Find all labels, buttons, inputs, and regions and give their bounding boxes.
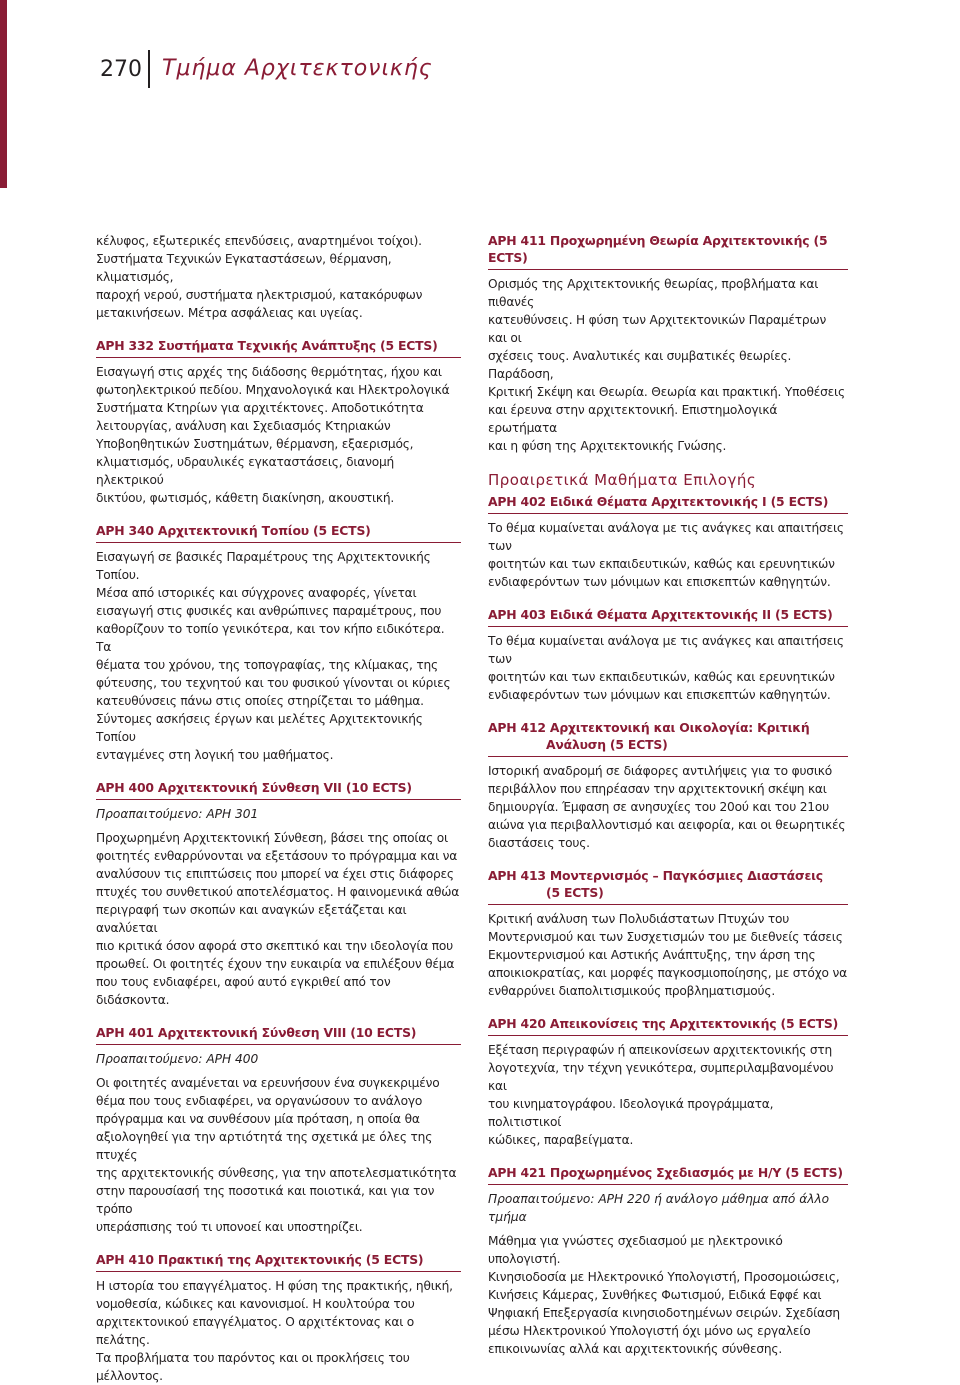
description-line: κώδικες, παραβείγματα.: [488, 1133, 634, 1147]
description-line: πρόγραμμα και να συνθέσουν μία πρόταση, η οποία θα: [96, 1112, 420, 1126]
description-line: αιώνα για περιβαλλοντισμό και αειφορία, και οι θεωρητικές: [488, 818, 846, 832]
description-line: στην παρουσίασή της ποσοτικά και ποιοτικά, και για τον τρόπο: [96, 1184, 435, 1216]
description-line: κλιματισμός, υδραυλικές εγκαταστάσεις, διανομή ηλεκτρικού: [96, 455, 395, 487]
course-title: [96, 1251, 461, 1272]
description-line: εισαγωγή στις φυσικές και ανθρώπινες παραμέτρους, που: [96, 604, 442, 618]
course-block: [488, 493, 848, 591]
description-line: και έρευνα στην αρχιτεκτονική. Επιστημολογικά ερωτήματα: [488, 403, 778, 435]
course-prerequisite: Προαπαιτούμενο: ΑΡΗ 220 ή ανάλογο μάθημα από άλλο τμήμα: [488, 1192, 830, 1224]
course-title-continued: (5 ECTS): [546, 885, 604, 900]
course-description: [96, 829, 461, 1009]
description-line: λογοτεχνία, την τέχνη γενικότερα, συμπεριλαμβανομένου και: [488, 1061, 834, 1093]
description-line: Υποβοηθητικών Συστημάτων, θέρμανση, εξαερισμός,: [96, 437, 414, 451]
description-line: πιο κριτικά όσον αφορά στο σκεπτικό και την ιδεολογία που: [96, 939, 454, 953]
course-block: [488, 1164, 848, 1358]
course-title-text: ΑΡΗ 421 Προχωρημένος Σχεδιασμός με Η/Υ (5 ECTS): [488, 1165, 843, 1180]
course-block: [488, 232, 848, 455]
description-line: αξιολογηθεί για την αρτιότητά της σχετικά με όλες της πτυχές: [96, 1130, 433, 1162]
course-title: [96, 522, 461, 543]
course-title: [488, 867, 848, 905]
header-divider: [148, 50, 150, 88]
course-title-text: ΑΡΗ 420 Απεικονίσεις της Αρχιτεκτονικής (5 ECTS): [488, 1016, 839, 1031]
course-description: [488, 632, 848, 704]
course-prerequisite: Προαπαιτούμενο: ΑΡΗ 400: [96, 1052, 259, 1066]
intro-line: παροχή νερού, συστήματα ηλεκτρισμού, κατακόρυφων: [96, 288, 423, 302]
course-description: [488, 1041, 848, 1149]
course-block: [488, 719, 848, 852]
course-description: [488, 762, 848, 852]
description-line: ενδιαφερόντων των μόνιμων και επισκεπτών καθηγητών.: [488, 688, 831, 702]
description-line: κατευθύνσεις. Η φύση των Αρχιτεκτονικών Παραμέτρων και οι: [488, 313, 827, 345]
course-description: [96, 1277, 461, 1385]
description-line: Το θέμα κυμαίνεται ανάλογα με τις ανάγκες και απαιτήσεις των: [488, 634, 844, 666]
course-block: [96, 1024, 461, 1236]
course-title-text: ΑΡΗ 413 Μοντερνισμός – Παγκόσμιες Διαστάσεις: [488, 868, 823, 883]
description-line: νομοθεσία, κώδικες και κανονισμοί. Η κουλτούρα του: [96, 1297, 415, 1311]
description-line: υπεράσπισης τού τι υπονοεί και υποστηρίζει.: [96, 1220, 363, 1234]
description-line: Εισαγωγή στις αρχές της διάδοσης θερμότητας, ήχου και: [96, 365, 442, 379]
course-title-text: ΑΡΗ 403 Ειδικά Θέματα Αρχιτεκτονικής II (5 ECTS): [488, 607, 833, 622]
description-line: θέμα που τους ενδιαφέρει, να οργανώσουν το ανάλογο: [96, 1094, 423, 1108]
course-block: [96, 337, 461, 507]
description-line: αρχιτεκτονικού επαγγέλματος. Ο αρχιτέκτονας και ο πελάτης.: [96, 1315, 415, 1347]
course-title: [488, 719, 848, 757]
course-block: [96, 1251, 461, 1385]
description-line: Μοντερνισμού και των Συσχετισμών του με διεθνείς τάσεις: [488, 930, 843, 944]
description-line: καθορίζουν το τοπίο γενικότερα, και τον κήπο ειδικότερα. Τα: [96, 622, 445, 654]
course-block: [488, 606, 848, 704]
course-description: [488, 910, 848, 1000]
description-line: περιγραφή των σκοπών και αναγκών εξετάζεται και αναλύεται: [96, 903, 407, 935]
description-line: λειτουργίας, ανάλυση και Σχεδιασμός Κτηριακών: [96, 419, 391, 433]
course-description: [96, 548, 461, 764]
course-title-text: ΑΡΗ 332 Συστήματα Τεχνικής Ανάπτυξης (5 ECTS): [96, 338, 438, 353]
description-line: περιβάλλον που επηρέασαν την αρχιτεκτονική σκέψη και: [488, 782, 827, 796]
elective-courses-heading: Προαιρετικά Μαθήματα Επιλογής: [488, 471, 757, 489]
section-title: Τμήμα Αρχιτεκτονικής: [162, 56, 433, 81]
description-line: ενδιαφερόντων των μόνιμων και επισκεπτών καθηγητών.: [488, 575, 831, 589]
description-line: μέλλοντος.: [96, 1369, 163, 1383]
right-column: [488, 232, 848, 1358]
course-title-continued: Ανάλυση (5 ECTS): [546, 737, 668, 752]
description-line: που τους ενδιαφέρει, αφού αυτό εγκριθεί από τον διδάσκοντα.: [96, 975, 391, 1007]
description-line: και η φύση της Αρχιτεκτονικής Γνώσης.: [488, 439, 727, 453]
description-line: πτυχές του συνθετικού αποτελέσματος. Η φαινομενικά αθώα: [96, 885, 460, 899]
description-line: Οι φοιτητές αναμένεται να ερευνήσουν ένα συγκεκριμένο: [96, 1076, 440, 1090]
description-line: θέματα του χρόνου, της τοπογραφίας, της κλίμακας, της: [96, 658, 438, 672]
description-line: Το θέμα κυμαίνεται ανάλογα με τις ανάγκες και απαιτήσεις των: [488, 521, 844, 553]
description-line: φοιτητών και των εκπαιδευτικών, καθώς και ερευνητικών: [488, 670, 835, 684]
description-line: ενθαρρύνει διαπολιτισμικούς προβληματισμούς.: [488, 984, 776, 998]
course-block: [96, 779, 461, 1009]
description-line: Κριτική Σκέψη και Θεωρία. Θεωρία και πρακτική. Υποθέσεις: [488, 385, 845, 399]
description-line: επικοινωνίας αλλά και αρχιτεκτονικής σύνθεσης.: [488, 1342, 783, 1356]
description-line: σχέσεις τους. Αναλυτικές και συμβατικές θεωρίες. Παράδοση,: [488, 349, 792, 381]
description-line: Ιστορική αναδρομή σε διάφορες αντιλήψεις για το φυσικό: [488, 764, 832, 778]
course-description: [488, 519, 848, 591]
course-description: [96, 1074, 461, 1236]
page-number: 270: [100, 57, 142, 82]
course-title: [96, 337, 461, 358]
intro-line: Συστήματα Τεχνικών Εγκαταστάσεων, θέρμανση, κλιματισμός,: [96, 252, 392, 284]
course-title-text: ΑΡΗ 412 Αρχιτεκτονική και Οικολογία: Κριτική: [488, 720, 810, 735]
description-line: Ορισμός της Αρχιτεκτονικής θεωρίας, προβλήματα και πιθανές: [488, 277, 819, 309]
description-line: Εξέταση περιγραφών ή απεικονίσεων αρχιτεκτονικής στη: [488, 1043, 833, 1057]
course-title: [488, 493, 848, 514]
description-line: διαστάσεις τους.: [488, 836, 590, 850]
description-line: ενταγμένες στη λογική του μαθήματος.: [96, 748, 334, 762]
description-line: Σύντομες ασκήσεις έργων και μελέτες Αρχιτεκτονικής Τοπίου: [96, 712, 423, 744]
description-line: φοιτητές ενθαρρύνονται να εξετάσουν το πρόγραμμα και να: [96, 849, 458, 863]
side-color-strip: [0, 0, 7, 188]
course-title: [488, 606, 848, 627]
left-column: [96, 232, 461, 1385]
description-line: φύτευσης, του τεχνητού και του φυσικού γίνονται οι κύριες: [96, 676, 451, 690]
course-title: [96, 1024, 461, 1045]
description-line: προωθεί. Οι φοιτητές έχουν την ευκαιρία να επιλέξουν θέμα: [96, 957, 455, 971]
description-line: Κινήσεις Κάμερας, Συνθήκες Φωτισμού, Ειδικά Εφφέ και: [488, 1288, 822, 1302]
course-block: [96, 522, 461, 764]
description-line: Εισαγωγή σε βασικές Παραμέτρους της Αρχιτεκτονικής Τοπίου.: [96, 550, 431, 582]
intro-line: κέλυφος, εξωτερικές επενδύσεις, αναρτημένοι τοίχοι).: [96, 234, 422, 248]
description-line: φωτοηλεκτρικού πεδίου. Μηχανολογικά και Ηλεκτρολογικά: [96, 383, 450, 397]
description-line: κατευθύνσεις πάνω στις οποίες στηρίζεται το μάθημα.: [96, 694, 424, 708]
description-line: Συστήματα Κτηρίων για αρχιτέκτονες. Αποδοτικότητα: [96, 401, 424, 415]
description-line: Η ιστορία του επαγγέλματος. Η φύση της πρακτικής, ηθική,: [96, 1279, 453, 1293]
description-line: Κινησιοδοσία με Ηλεκτρονικό Υπολογιστή, Προσομοιώσεις,: [488, 1270, 840, 1284]
intro-paragraph: [96, 232, 461, 322]
description-line: Μέσα από ιστορικές και σύγχρονες αναφορές, γίνεται: [96, 586, 417, 600]
course-description: [488, 275, 848, 455]
description-line: αναλύσουν τις επιπτώσεις που μπορεί να έχει στις διάφορες: [96, 867, 454, 881]
course-title-text: ΑΡΗ 401 Αρχιτεκτονική Σύνθεση VIII (10 ECTS): [96, 1025, 417, 1040]
course-block: [488, 1015, 848, 1149]
description-line: Μάθημα για γνώστες σχεδιασμού με ηλεκτρονικό υπολογιστή.: [488, 1234, 783, 1266]
description-line: φοιτητών και των εκπαιδευτικών, καθώς και ερευνητικών: [488, 557, 835, 571]
description-line: του κινηματογράφου. Ιδεολογικά προγράμματα, πολιτιστικοί: [488, 1097, 774, 1129]
course-block: [488, 867, 848, 1000]
description-line: Κριτική ανάλυση των Πολυδιάστατων Πτυχών του: [488, 912, 790, 926]
description-line: δικτύου, φωτισμός, κάθετη διακίνηση, ακουστική.: [96, 491, 395, 505]
course-title-text: ΑΡΗ 340 Αρχιτεκτονική Τοπίου (5 ECTS): [96, 523, 371, 538]
course-title: [488, 1015, 848, 1036]
course-description: [488, 1232, 848, 1358]
course-title-text: ΑΡΗ 411 Προχωρημένη Θεωρία Αρχιτεκτονικής (5 ECTS): [488, 233, 828, 265]
intro-line: μετακινήσεων. Μέτρα ασφάλειας και υγείας.: [96, 306, 363, 320]
description-line: της αρχιτεκτονικής σύνθεσης, για την αποτελεσματικότητα: [96, 1166, 457, 1180]
description-line: μέσω Ηλεκτρονικού Υπολογιστή όχι μόνο ως εργαλείο: [488, 1324, 811, 1338]
description-line: Εκμοντερνισμού και Αστικής Ανάπτυξης, την άρση της: [488, 948, 816, 962]
course-title: [488, 1164, 848, 1185]
description-line: Ψηφιακή Επεξεργασία κινησιοδοτημένων σειρών. Σχεδίαση: [488, 1306, 840, 1320]
course-title: [96, 779, 461, 800]
description-line: αποικιοκρατίας, και μορφές παγκοσμιοποίησης, με στόχο να: [488, 966, 847, 980]
course-title-text: ΑΡΗ 410 Πρακτική της Αρχιτεκτονικής (5 ECTS): [96, 1252, 424, 1267]
course-title-text: ΑΡΗ 402 Ειδικά Θέματα Αρχιτεκτονικής I (5 ECTS): [488, 494, 829, 509]
description-line: Προχωρημένη Αρχιτεκτονική Σύνθεση, βάσει της οποίας οι: [96, 831, 448, 845]
description-line: Τα προβλήματα του παρόντος και οι προκλήσεις του: [96, 1351, 410, 1365]
course-title: [488, 232, 848, 270]
description-line: δημιουργία. Έμφαση σε ανησυχίες του 20ού και του 21ου: [488, 800, 829, 814]
course-prerequisite: Προαπαιτούμενο: ΑΡΗ 301: [96, 807, 259, 821]
course-description: [96, 363, 461, 507]
course-title-text: ΑΡΗ 400 Αρχιτεκτονική Σύνθεση VII (10 ECTS): [96, 780, 412, 795]
